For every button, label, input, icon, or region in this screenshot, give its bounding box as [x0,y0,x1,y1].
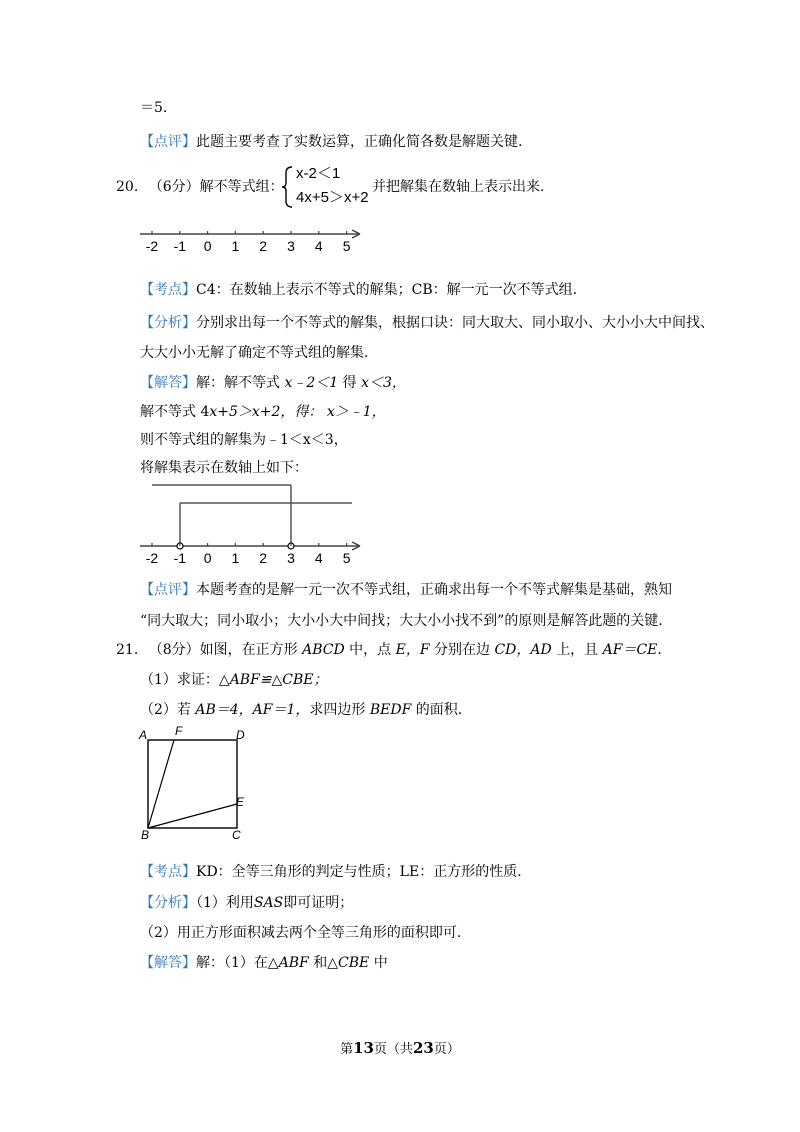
axis-tick-label: -2 [145,550,159,566]
q21-stem-a: 如图，在正方形 [199,642,298,658]
q21-stem-d: 上，且 [556,642,599,658]
q20-stem [116,177,284,197]
footer-b: 页（共 [373,1042,413,1057]
jieda-line-3: 则不等式组的解集为﹣1＜x＜3， [140,432,348,448]
square-figure [136,722,256,842]
jieda-line-4: 将解集表示在数轴上如下： [140,460,308,476]
fenxi-tag: 【分析】 [140,315,196,331]
label-b: B [141,828,150,842]
axis-tick-label: 3 [287,550,295,566]
kaodian-text: C4：在数轴上表示不等式的解集；CB：解一元一次不等式组. [196,282,578,298]
q21-jieda-cbe: CBE [338,955,370,971]
q21-fenxi-sas: SAS [253,895,284,911]
jieda-l2b: x+5＞x+2，得： [209,404,323,420]
axis-tick-label: -2 [145,238,159,254]
axis-tick-label: 2 [259,238,268,254]
footer-page: 13 [353,1039,374,1057]
prev-review [140,132,522,152]
axis-tick-label: 5 [342,238,351,254]
q20-prompt: 解不等式组： [199,179,284,195]
segment-be [148,804,237,828]
axis-tick-label: 5 [342,550,351,566]
q21-cdad: CD，AD [494,642,552,658]
jieda-de: 得 [342,375,357,391]
fenxi-text-2: 大大小小无解了确定不等式组的解集. [140,345,369,361]
axis-tick-label: 2 [259,550,268,566]
q20-score: （6分） [148,179,200,195]
part2-d: BEDF [369,702,412,718]
footer-total: 23 [413,1039,434,1057]
jieda-l2-result: x＞﹣1， [326,404,386,420]
part2-c: 求四边形 [309,702,366,718]
jieda-result1: x＜3， [361,375,406,391]
q21-jieda [140,953,388,973]
jieda-line-2 [140,402,386,422]
q20-fenxi [140,313,714,333]
review-text: 此题主要考查了实数运算，正确化简各数是解题关键. [196,134,523,150]
kaodian-tag: 【考点】 [140,282,196,298]
inequality-2: 4x+5＞x+2 [296,189,369,206]
page-footer [0,1038,800,1057]
axis-tick-label: 0 [203,238,212,254]
axis-tick-label: 1 [231,238,240,254]
q21-part1 [140,670,328,690]
jieda-l2a: 解不等式 4 [140,404,210,420]
q21-jieda-e: 中 [373,955,388,971]
axis-tick-label: 4 [314,550,323,566]
axis-tick-label: 3 [287,238,295,254]
dianping-text-1: 本题考查的是解一元一次不等式组，正确求出每一个不等式解集是基础，熟知 [196,582,672,598]
q21-fenxi-tag: 【分析】 [140,895,196,911]
q21-jieda-abf: ABF [278,955,309,971]
dianping-tag: 【点评】 [140,582,196,598]
q20-number: 20. [116,179,139,195]
part2-e: 的面积. [415,702,463,718]
axis-tick-label: 0 [203,550,212,566]
q21-fenxi [140,893,353,913]
q21-kaodian-text: KD：全等三角形的判定与性质；LE：正方形的性质. [196,864,522,880]
axis-tick-label: 1 [231,550,240,566]
number-line-question [136,224,368,258]
q21-jieda-a: 解：（1）在△ [196,955,279,971]
part2-a: （2）若 [140,702,191,718]
jieda-ineq1: x﹣2＜1 [284,375,339,391]
label-c: C [232,828,241,842]
label-d: D [236,728,245,742]
part1-a: （1）求证：△ [140,672,230,688]
inequality-1: x-2＜1 [296,165,341,182]
q21-kaodian-tag: 【考点】 [140,864,196,880]
q21-score: （8分） [148,642,200,658]
review-tag: 【点评】 [140,134,196,150]
label-e: E [236,795,245,809]
q20-jieda [140,373,406,393]
axis-tick-label: -1 [173,550,187,566]
number-line-solution [136,478,368,570]
axis-tick-label: 4 [314,238,323,254]
jieda-tag: 【解答】 [140,375,196,391]
part2-b: AB＝4，AF＝1， [195,702,310,718]
q21-jieda-c: 和△ [313,955,339,971]
segment-bf [148,740,174,828]
dianping-text-2: “同大取大；同小取小；大小小大中间找；大大小小找不到”的原则是解答此题的关键. [140,613,663,629]
q21-eq: AF＝CE. [602,642,662,658]
q21-abcd: ABCD [302,642,345,658]
q21-fenxi-1c: 即可证明； [283,895,354,911]
fenxi-text-1: 分别求出每一个不等式的解集，根据口诀：同大取大、同小取小、大小小大中间找、 [196,315,714,331]
axis-tick-label: -1 [173,238,187,254]
q21-stem-c: 分别在边 [434,642,490,658]
footer-c: 页） [433,1042,460,1057]
part1-b: ABF≌△CBE； [229,672,328,688]
q20-dianping [140,580,672,600]
q21-part2 [140,700,462,720]
footer-a: 第 [340,1042,354,1057]
q21-jieda-tag: 【解答】 [140,955,196,971]
q21-stem [116,640,662,660]
q20-kaodian [140,280,577,300]
label-a: A [139,728,148,742]
q20-suffix: 并把解集在数轴上表示出来. [372,179,545,195]
q21-stem-b: 中，点 [349,642,392,658]
q21-fenxi-2: （2）用正方形面积减去两个全等三角形的面积即可. [140,925,462,941]
q21-fenxi-1a: （1）利用 [196,895,254,911]
prev-answer-tail: ＝5. [140,100,168,116]
system-brace [281,165,295,209]
label-f: F [175,724,183,738]
jieda-lead: 解：解不等式 [196,375,280,391]
q21-ef: E，F [395,642,430,658]
q21-number: 21. [116,642,139,658]
q21-kaodian [140,862,522,882]
